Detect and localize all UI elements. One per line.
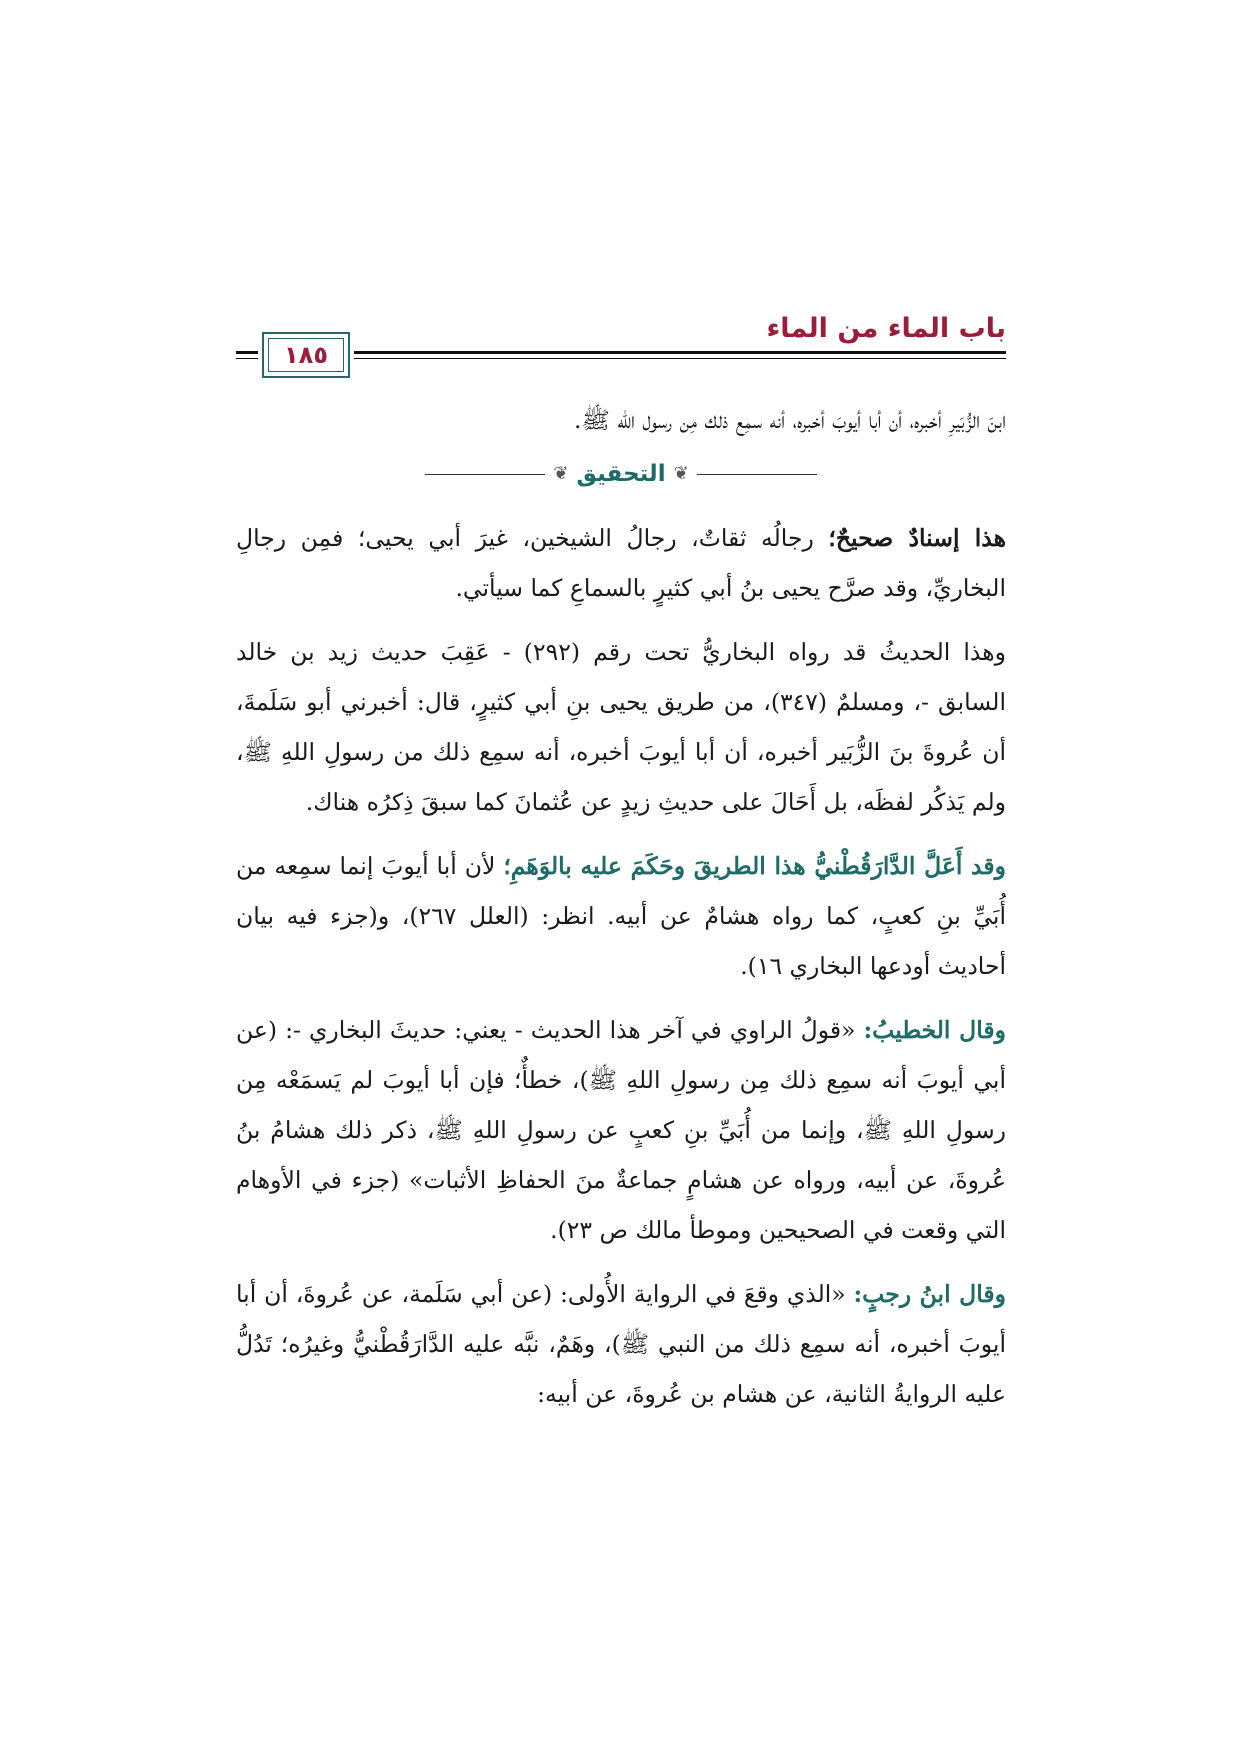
daraqutni-lead: وقد أَعَلَّ الدَّارَقُطْنيُّ هذا الطريقَ وحَكَمَ عليه بالوَهَمِ؛ <box>503 852 1006 880</box>
ornament-icon: ❦ <box>673 463 689 484</box>
page-number: ١٨٥ <box>284 341 328 369</box>
paragraph-daraqutni <box>236 841 1006 991</box>
ornament-icon: ❦ <box>553 463 569 484</box>
chapter-title: باب الماء من الماء <box>766 313 1006 344</box>
khatib-text: «قولُ الراوي في آخر هذا الحديث - يعني: حديثَ البخاري -: (عن أبي أيوبَ أنه سمِع ذلك مِن رسولِ اللهِ ﷺ)، خطأٌ؛ فإن أبا أيوبَ لم يَسمَعْه مِن رسولِ اللهِ ﷺ، وإنما من أُبَيِّ بنِ كعبٍ عن رسولِ اللهِ ﷺ، ذكر ذلك هشامُ بنُ عُروةَ، عن أبيه، ورواه عن هشامٍ جماعةٌ منَ الحفاظِ الأثبات» (جزء في الأوهام التي وقعت في الصحيحين وموطأ مالك ص ٢٣). <box>236 1016 1006 1244</box>
paragraph-ibn-rajab <box>236 1269 1006 1419</box>
ibn-rajab-lead: وقال ابنُ رجبٍ: <box>853 1280 1006 1308</box>
section-title: التحقيق <box>576 461 666 487</box>
paragraph-sources: وهذا الحديثُ قد رواه البخاريُّ تحت رقم (٢٩٢) - عَقِبَ حديث زيد بن خالد السابق -، ومسلمٌ (٣٤٧)، من طريق يحيى بنِ أبي كثيرٍ، قال: أخبرني أبو سَلَمةَ، أن عُروةَ بنَ الزُّبَير أخبره، أن أبا أيوبَ أخبره، أنه سمِع ذلك من رسولِ اللهِ ﷺ، ولم يَذكُر لفظَه، بل أَحَالَ على حديثِ زيدٍ عن عُثمانَ كما سبقَ ذِكرُه هناك. <box>236 638 1007 816</box>
header-rule-left-thick <box>236 351 258 354</box>
daraqutni-text: لأن أبا أيوبَ إنما سمِعه من أُبَيِّ بنِ كعبٍ، كما رواه هشامٌ عن أبيه. انظر: (العلل ٢٦٧)، و(جزء فيه بيان أحاديث أودعها البخاري ١٦). <box>236 852 1007 980</box>
page-number-badge <box>262 332 350 378</box>
divider-line-right <box>697 474 817 475</box>
isnad-text: رجالُه ثقاتٌ، رجالُ الشيخين، غيرَ أبي يحيى؛ فمِن رجالِ البخاريِّ، وقد صرَّح يحيى بنُ أبي كثيرٍ بالسماعِ كما سيأتي. <box>236 524 1006 602</box>
page-header <box>236 305 1006 375</box>
intro-paragraph: ابنَ الزُّبَيرِ أخبره، أن أبا أيوبَ أخبره، أنه سمِع ذلك مِن رسول الله ﷺ. <box>574 406 1006 434</box>
isnad-ruling: هذا إسنادٌ صحيحٌ؛ <box>828 524 1006 552</box>
paragraph-isnad <box>236 513 1006 613</box>
paragraph-khatib <box>236 1005 1006 1255</box>
ibn-rajab-text: «الذي وقعَ في الرواية الأُولى: (عن أبي سَلَمة، عن عُروةَ، أن أبا أيوبَ أخبره، أنه سمِع ذلك من النبي ﷺ)، وهَمٌ، نبَّه عليه الدَّارَقُطْنيُّ وغيرُه؛ تَدُلُّ عليه الروايةُ الثانية، عن هشام بن عُروةَ، عن أبيه: <box>236 1280 1006 1408</box>
divider-line-left <box>425 474 545 475</box>
section-divider <box>236 449 1006 499</box>
header-rule-thick <box>354 351 1006 354</box>
header-rule-thin <box>354 358 1006 359</box>
khatib-lead: وقال الخطيبُ: <box>863 1016 1007 1044</box>
page-body <box>236 395 1006 1433</box>
header-rule-left-thin <box>236 358 258 359</box>
